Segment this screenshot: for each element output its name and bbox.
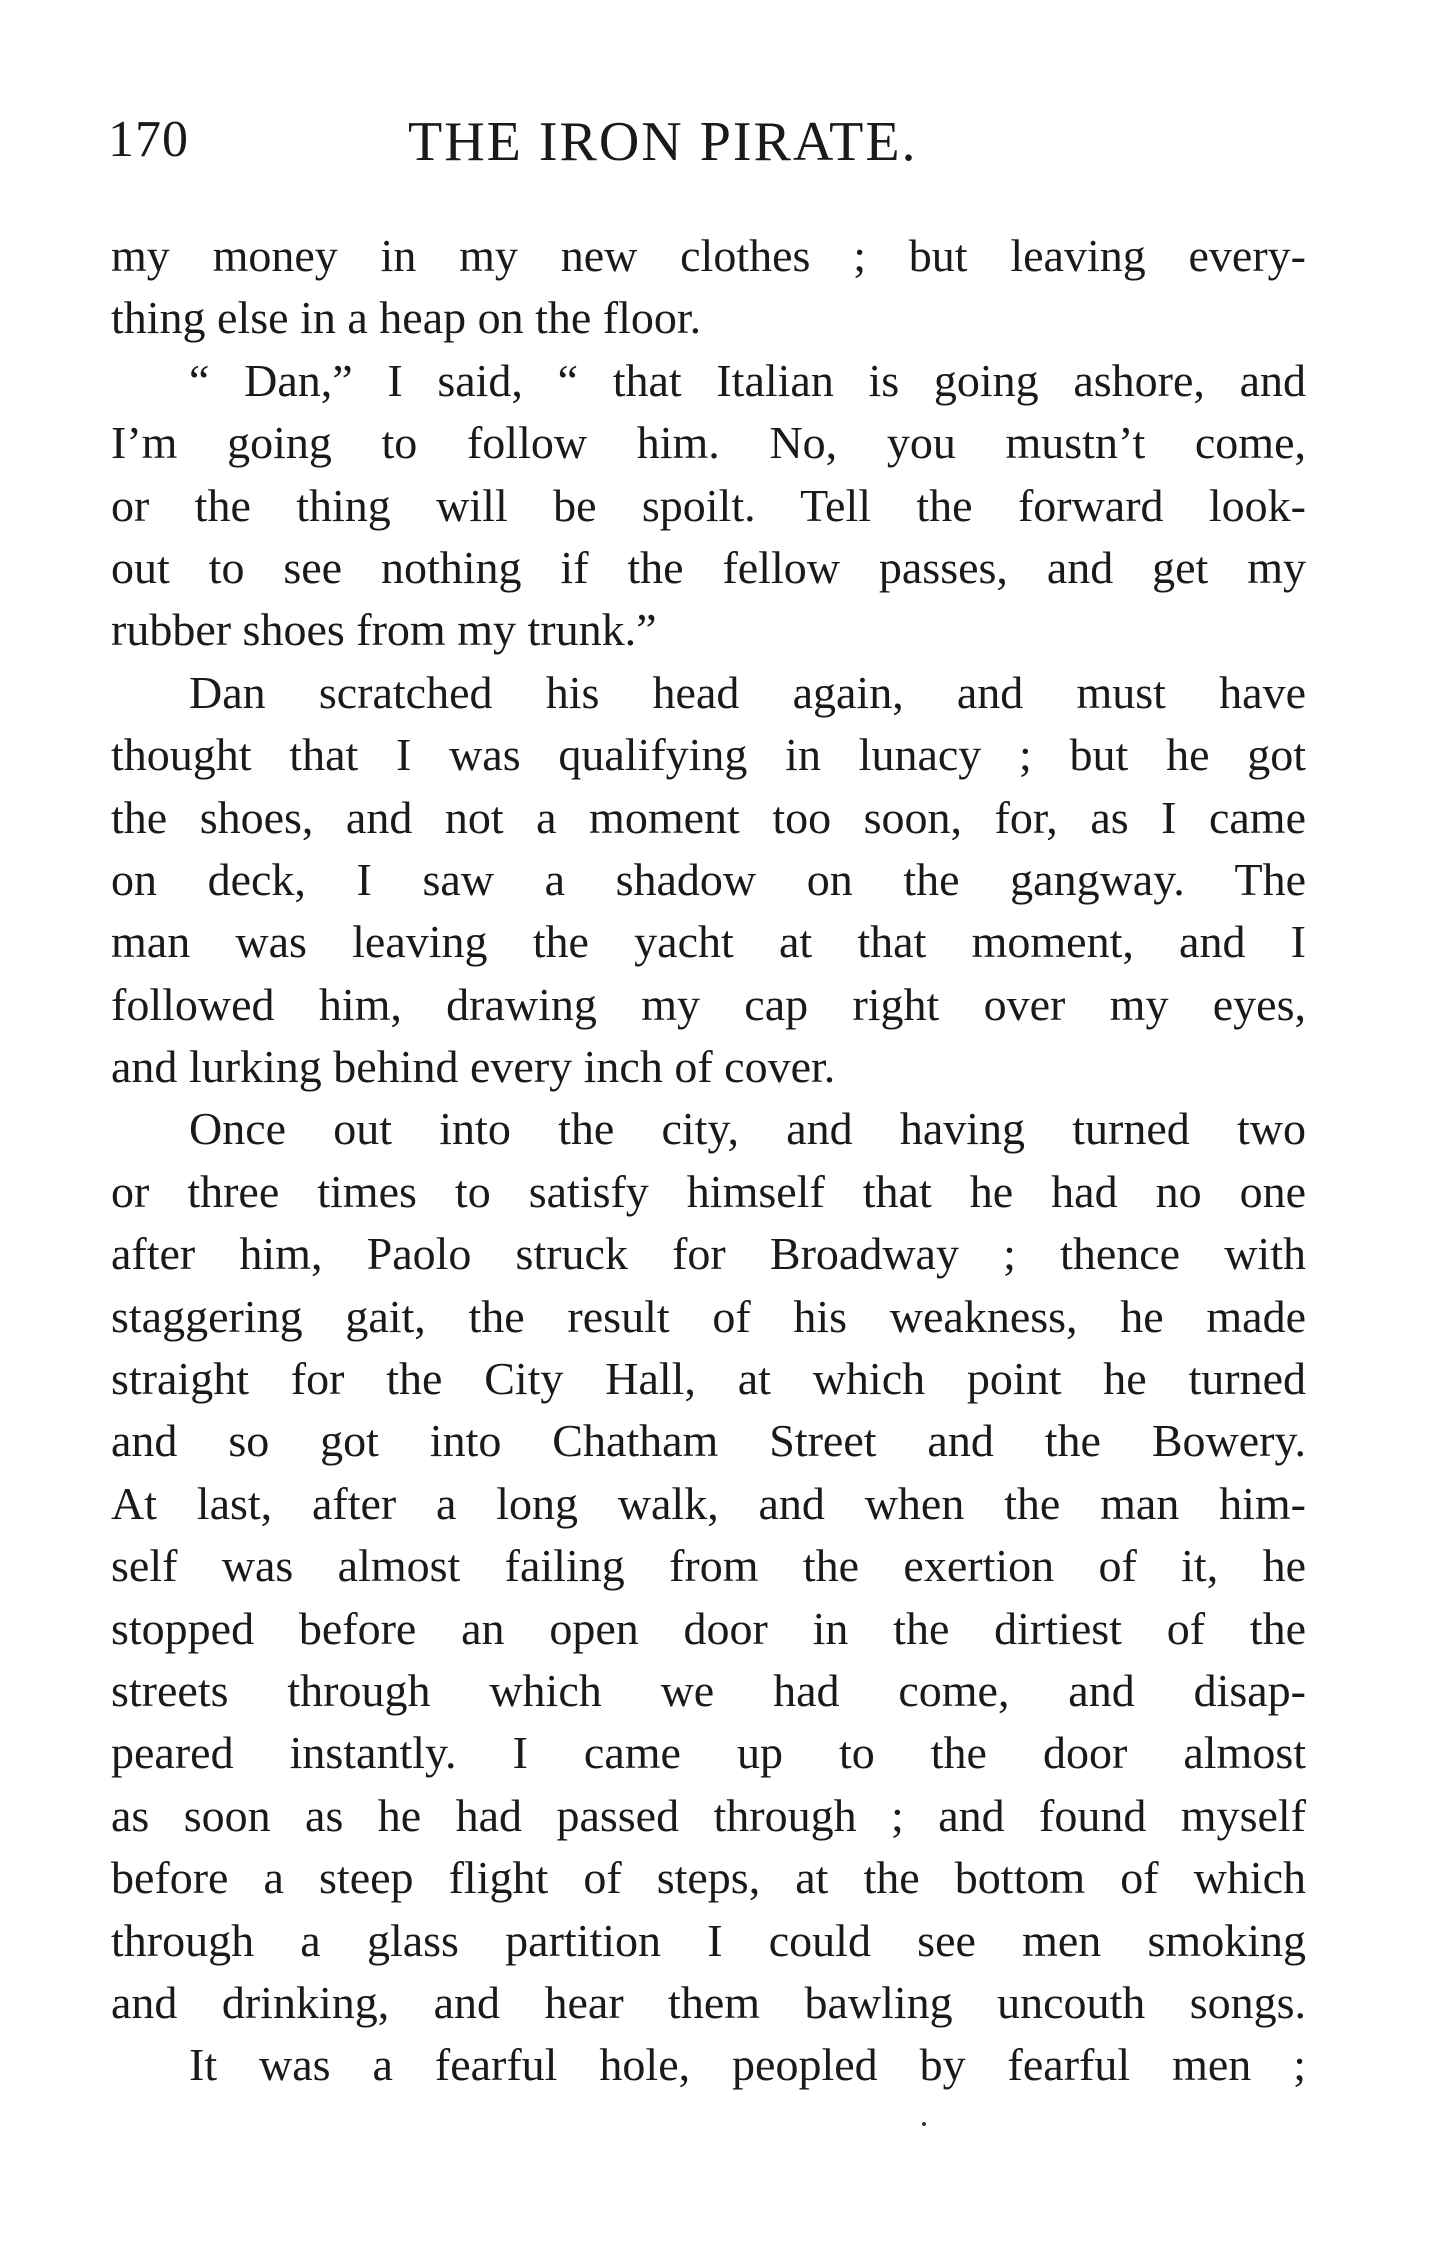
text-line: after him, Paolo struck for Broadway ; thence with [111,1228,1306,1280]
text-line: thing else in a heap on the floor. [111,292,702,344]
text-line: followed him, drawing my cap right over my eyes, [111,978,1306,1030]
text-line: rubber shoes from my trunk.” [111,604,657,656]
text-line: out to see nothing if the fellow passes, and get my [111,541,1306,593]
text-line: stopped before an open door in the dirtiest of the [111,1602,1306,1654]
text-line: the shoes, and not a moment too soon, for, as I came [111,791,1306,843]
text-line: It was a fearful hole, peopled by fearful men ; [189,2039,1306,2091]
text-line: and drinking, and hear them bawling uncouth songs. [111,1976,1306,2028]
text-line: as soon as he had passed through ; and found myself [111,1789,1306,1841]
text-line: or the thing will be spoilt. Tell the forward look- [111,479,1306,531]
text-line: my money in my new clothes ; but leaving every- [111,230,1306,281]
text-line: Once out into the city, and having turned two [189,1103,1306,1155]
text-line: and so got into Chatham Street and the Bowery. [111,1415,1306,1467]
text-line: staggering gait, the result of his weakness, he made [111,1290,1306,1342]
text-line: through a glass partition I could see men smoking [111,1914,1306,1966]
text-line: Dan scratched his head again, and must have [189,666,1306,718]
text-line: streets through which we had come, and disap- [111,1664,1306,1716]
body-text [111,225,1306,2097]
text-line: straight for the City Hall, at which point he turned [111,1353,1306,1405]
text-line: peared instantly. I came up to the door almost [111,1727,1306,1779]
text-line: self was almost failing from the exertion of it, he [111,1540,1306,1592]
page-number: 170 [108,111,189,168]
text-line: on deck, I saw a shadow on the gangway. The [111,853,1306,905]
text-line: before a steep flight of steps, at the bottom of which [111,1852,1306,1904]
running-title: THE IRON PIRATE. [408,111,918,173]
text-line: or three times to satisfy himself that he had no one [111,1165,1306,1217]
text-line: and lurking behind every inch of cover. [111,1041,836,1093]
text-line: thought that I was qualifying in lunacy ; but he got [111,729,1306,781]
text-line: I’m going to follow him. No, you mustn’t come, [111,417,1306,469]
ink-speck [922,2122,926,2126]
page-header [108,110,1308,180]
text-line: At last, after a long walk, and when the man him- [111,1477,1306,1529]
text-line: “ Dan,” I said, “ that Italian is going ashore, and [189,354,1306,406]
text-line: man was leaving the yacht at that moment, and I [111,916,1306,968]
